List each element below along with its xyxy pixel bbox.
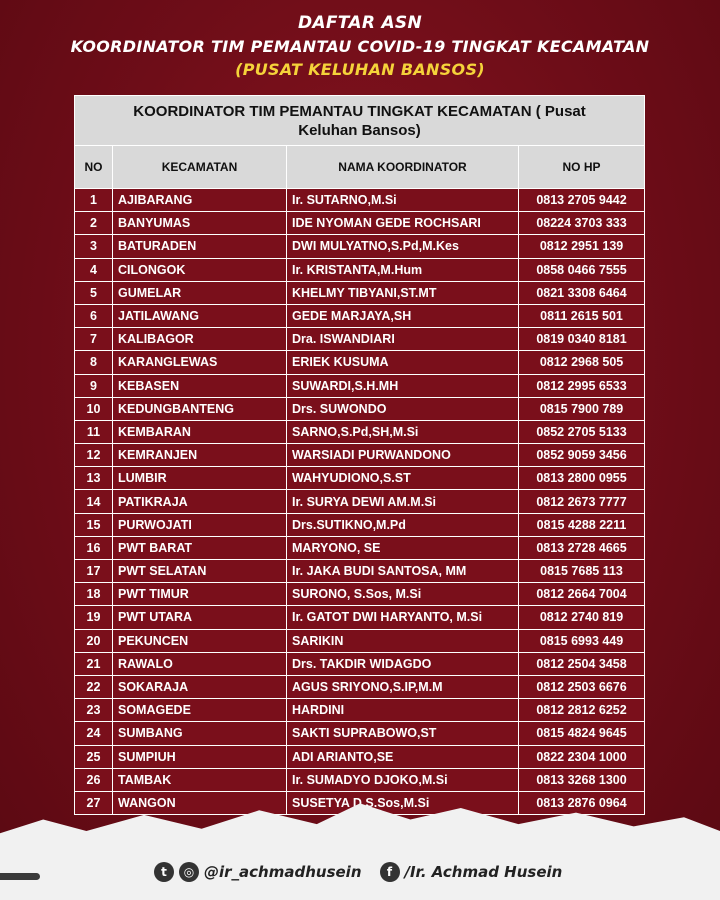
twitter-icon[interactable]: t — [154, 862, 174, 882]
kecamatan-cell: BANYUMAS — [113, 212, 287, 235]
table-row — [75, 374, 645, 397]
table-row — [75, 745, 645, 768]
footer-bar — [0, 873, 40, 880]
kecamatan-cell: PURWOJATI — [113, 513, 287, 536]
kecamatan-cell: AJIBARANG — [113, 189, 287, 212]
table-column-headers — [75, 146, 645, 189]
coordinator-name-cell: SUSETYA D,S.Sos,M.Si — [287, 791, 519, 814]
coordinator-name-cell: WAHYUDIONO,S.ST — [287, 467, 519, 490]
phone-cell: 0815 7685 113 — [519, 560, 645, 583]
coordinator-name-cell: WARSIADI PURWANDONO — [287, 444, 519, 467]
kecamatan-cell: KALIBAGOR — [113, 328, 287, 351]
phone-cell: 0812 2664 7004 — [519, 583, 645, 606]
table-row — [75, 652, 645, 675]
table-row — [75, 444, 645, 467]
phone-cell: 0812 2995 6533 — [519, 374, 645, 397]
phone-cell: 0812 2504 3458 — [519, 652, 645, 675]
table-row — [75, 281, 645, 304]
row-number: 25 — [75, 745, 113, 768]
phone-cell: 0812 2740 819 — [519, 606, 645, 629]
table-row — [75, 397, 645, 420]
coordinator-name-cell: Ir. SUTARNO,M.Si — [287, 189, 519, 212]
kecamatan-cell: KARANGLEWAS — [113, 351, 287, 374]
row-number: 9 — [75, 374, 113, 397]
row-number: 1 — [75, 189, 113, 212]
row-number: 16 — [75, 536, 113, 559]
phone-cell: 0858 0466 7555 — [519, 258, 645, 281]
coordinator-name-cell: ERIEK KUSUMA — [287, 351, 519, 374]
coordinator-name-cell: SURONO, S.Sos, M.Si — [287, 583, 519, 606]
kecamatan-cell: PWT SELATAN — [113, 560, 287, 583]
row-number: 8 — [75, 351, 113, 374]
coordinator-name-cell: Drs. TAKDIR WIDAGDO — [287, 652, 519, 675]
header-subtitle: KOORDINATOR TIM PEMANTAU COVID-19 TINGKAT KECAMATAN — [70, 37, 650, 56]
phone-cell: 0812 2673 7777 — [519, 490, 645, 513]
header-highlight: (PUSAT KELUHAN BANSOS) — [235, 60, 485, 79]
column-header: NAMA KOORDINATOR — [287, 146, 519, 189]
table-row — [75, 675, 645, 698]
coordinator-name-cell: SARNO,S.Pd,SH,M.Si — [287, 420, 519, 443]
row-number: 21 — [75, 652, 113, 675]
kecamatan-cell: SUMPIUH — [113, 745, 287, 768]
phone-cell: 0815 4288 2211 — [519, 513, 645, 536]
coordinator-name-cell: SAKTI SUPRABOWO,ST — [287, 722, 519, 745]
kecamatan-cell: JATILAWANG — [113, 304, 287, 327]
kecamatan-cell: PATIKRAJA — [113, 490, 287, 513]
kecamatan-cell: WANGON — [113, 791, 287, 814]
row-number: 6 — [75, 304, 113, 327]
instagram-icon[interactable]: ◎ — [179, 862, 199, 882]
phone-cell: 0813 2705 9442 — [519, 189, 645, 212]
table-row — [75, 722, 645, 745]
kecamatan-cell: PWT TIMUR — [113, 583, 287, 606]
instagram-handle[interactable]: @ir_achmadhusein — [204, 863, 362, 881]
page-header — [0, 12, 720, 81]
table-row — [75, 768, 645, 791]
coordinator-name-cell: SARIKIN — [287, 629, 519, 652]
phone-cell: 0812 2812 6252 — [519, 699, 645, 722]
row-number: 2 — [75, 212, 113, 235]
kecamatan-cell: SOKARAJA — [113, 675, 287, 698]
coordinator-name-cell: Drs.SUTIKNO,M.Pd — [287, 513, 519, 536]
row-number: 22 — [75, 675, 113, 698]
coordinator-name-cell: Dra. ISWANDIARI — [287, 328, 519, 351]
table-row — [75, 467, 645, 490]
phone-cell: 0812 2503 6676 — [519, 675, 645, 698]
row-number: 10 — [75, 397, 113, 420]
phone-cell: 0815 7900 789 — [519, 397, 645, 420]
table-row — [75, 189, 645, 212]
table-row — [75, 536, 645, 559]
coordinator-name-cell: HARDINI — [287, 699, 519, 722]
row-number: 19 — [75, 606, 113, 629]
social-links — [154, 862, 562, 882]
header-title: DAFTAR ASN — [298, 13, 422, 33]
table-body — [75, 189, 645, 815]
table-row — [75, 212, 645, 235]
table-row — [75, 513, 645, 536]
table-row — [75, 629, 645, 652]
kecamatan-cell: PEKUNCEN — [113, 629, 287, 652]
coordinator-name-cell: IDE NYOMAN GEDE ROCHSARI — [287, 212, 519, 235]
coordinator-name-cell: Ir. SURYA DEWI AM.M.Si — [287, 490, 519, 513]
phone-cell: 0811 2615 501 — [519, 304, 645, 327]
table-row — [75, 420, 645, 443]
phone-cell: 0852 2705 5133 — [519, 420, 645, 443]
row-number: 23 — [75, 699, 113, 722]
kecamatan-cell: PWT BARAT — [113, 536, 287, 559]
table-row — [75, 606, 645, 629]
row-number: 11 — [75, 420, 113, 443]
row-number: 15 — [75, 513, 113, 536]
footer — [0, 860, 720, 890]
phone-cell: 0815 4824 9645 — [519, 722, 645, 745]
coordinator-name-cell: Ir. JAKA BUDI SANTOSA, MM — [287, 560, 519, 583]
coordinator-name-cell: SUWARDI,S.H.MH — [287, 374, 519, 397]
row-number: 5 — [75, 281, 113, 304]
table-row — [75, 351, 645, 374]
kecamatan-cell: BATURADEN — [113, 235, 287, 258]
kecamatan-cell: CILONGOK — [113, 258, 287, 281]
phone-cell: 0813 3268 1300 — [519, 768, 645, 791]
kecamatan-cell: GUMELAR — [113, 281, 287, 304]
row-number: 4 — [75, 258, 113, 281]
row-number: 20 — [75, 629, 113, 652]
phone-cell: 0813 2876 0964 — [519, 791, 645, 814]
row-number: 3 — [75, 235, 113, 258]
kecamatan-cell: SUMBANG — [113, 722, 287, 745]
kecamatan-cell: KEMRANJEN — [113, 444, 287, 467]
phone-cell: 0819 0340 8181 — [519, 328, 645, 351]
kecamatan-cell: PWT UTARA — [113, 606, 287, 629]
kecamatan-cell: LUMBIR — [113, 467, 287, 490]
table-row — [75, 699, 645, 722]
phone-cell: 0852 9059 3456 — [519, 444, 645, 467]
phone-cell: 0812 2968 505 — [519, 351, 645, 374]
phone-cell: 08224 3703 333 — [519, 212, 645, 235]
kecamatan-cell: SOMAGEDE — [113, 699, 287, 722]
phone-cell: 0813 2800 0955 — [519, 467, 645, 490]
row-number: 17 — [75, 560, 113, 583]
kecamatan-cell: TAMBAK — [113, 768, 287, 791]
coordinator-name-cell: GEDE MARJAYA,SH — [287, 304, 519, 327]
table-row — [75, 560, 645, 583]
coordinator-name-cell: ADI ARIANTO,SE — [287, 745, 519, 768]
coordinator-table-wrapper — [74, 95, 644, 815]
coordinator-name-cell: Ir. KRISTANTA,M.Hum — [287, 258, 519, 281]
row-number: 12 — [75, 444, 113, 467]
coordinator-name-cell: Ir. GATOT DWI HARYANTO, M.Si — [287, 606, 519, 629]
kecamatan-cell: RAWALO — [113, 652, 287, 675]
table-row — [75, 304, 645, 327]
table-row — [75, 583, 645, 606]
phone-cell: 0813 2728 4665 — [519, 536, 645, 559]
row-number: 27 — [75, 791, 113, 814]
coordinator-name-cell: DWI MULYATNO,S.Pd,M.Kes — [287, 235, 519, 258]
coordinator-name-cell: Ir. SUMADYO DJOKO,M.Si — [287, 768, 519, 791]
row-number: 7 — [75, 328, 113, 351]
phone-cell: 0815 6993 449 — [519, 629, 645, 652]
kecamatan-cell: KEMBARAN — [113, 420, 287, 443]
phone-cell: 0812 2951 139 — [519, 235, 645, 258]
phone-cell: 0822 2304 1000 — [519, 745, 645, 768]
row-number: 18 — [75, 583, 113, 606]
table-row — [75, 490, 645, 513]
coordinator-table — [74, 95, 645, 815]
row-number: 14 — [75, 490, 113, 513]
row-number: 24 — [75, 722, 113, 745]
table-row — [75, 235, 645, 258]
row-number: 13 — [75, 467, 113, 490]
table-row — [75, 328, 645, 351]
row-number: 26 — [75, 768, 113, 791]
facebook-handle[interactable]: /Ir. Achmad Husein — [404, 863, 563, 881]
coordinator-name-cell: MARYONO, SE — [287, 536, 519, 559]
table-title: KOORDINATOR TIM PEMANTAU TINGKAT KECAMATAN ( Pusat Keluhan Bansos) — [75, 96, 645, 146]
coordinator-name-cell: KHELMY TIBYANI,ST.MT — [287, 281, 519, 304]
column-header: KECAMATAN — [113, 146, 287, 189]
column-header: NO HP — [519, 146, 645, 189]
facebook-icon[interactable]: f — [380, 862, 400, 882]
column-header: NO — [75, 146, 113, 189]
table-row — [75, 258, 645, 281]
kecamatan-cell: KEBASEN — [113, 374, 287, 397]
coordinator-name-cell: Drs. SUWONDO — [287, 397, 519, 420]
coordinator-name-cell: AGUS SRIYONO,S.IP,M.M — [287, 675, 519, 698]
kecamatan-cell: KEDUNGBANTENG — [113, 397, 287, 420]
phone-cell: 0821 3308 6464 — [519, 281, 645, 304]
